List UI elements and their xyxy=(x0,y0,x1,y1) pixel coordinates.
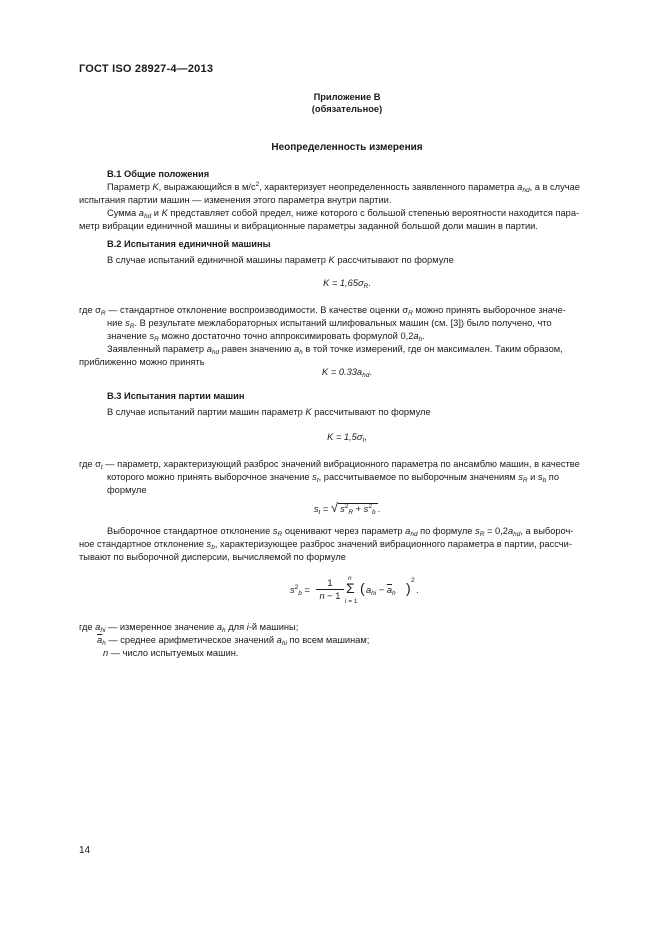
b3-intro: В случае испытаний партии машин параметр K рассчитывают по формуле xyxy=(107,407,431,417)
b3-where-line-2: которого можно принять выборочное значение $s_t$, рассчитываемое по выборочным значениям $s_R$ и $s_b$ по xyxy=(107,472,559,484)
b1-paragraph-1: Параметр K, выражающийся в $м/с^2$, характеризует неопределенность заявленного параметра $a_{hd}$, а в случае xyxy=(107,181,580,194)
page-number: 14 xyxy=(79,845,91,856)
sum-symbol: Σ xyxy=(346,580,355,596)
b2-where-line-1: где $\sigma_R$ — стандартное отклонение воспроизводимости. В качестве оценки $\sigma_R$ можно принять выборочное значе- xyxy=(79,305,566,317)
section-b2 xyxy=(79,238,615,267)
section-b2-title: В.2 Испытания единичной машины xyxy=(107,239,271,249)
sum-upper-limit: n xyxy=(348,575,352,582)
b3-where-line-1: где $\sigma_t$ — параметр, характеризующий разброс значений вибрационного параметра по ансамблю машин, в качестве xyxy=(79,459,580,471)
variance-denominator: n − 1 xyxy=(319,591,341,601)
b3-sample-block xyxy=(79,525,615,564)
annex-heading: Неопределенность измерения xyxy=(271,142,423,153)
section-b1 xyxy=(79,168,615,233)
paren-left: ( xyxy=(360,580,365,596)
b3-where-line-3: формуле xyxy=(107,485,147,495)
b3-sample-line-3: тывают по выборочной дисперсии, вычисляемой по формуле xyxy=(79,552,346,562)
b2-where-line-2: ние $s_R$. В результате межлабораторных испытаний шлифовальных машин (см. [3]) было получено, что xyxy=(107,318,552,330)
b2-where-block xyxy=(79,304,615,369)
square-exponent: 2 xyxy=(411,577,415,584)
section-b1-title: В.1 Общие положения xyxy=(107,169,210,179)
variance-lhs: $s^2_b$ = xyxy=(290,584,310,597)
b2-intro: В случае испытаний единичной машины параметр K рассчитывают по формуле xyxy=(107,255,454,265)
fraction-bar xyxy=(316,589,344,590)
paren-right: ) xyxy=(406,580,411,596)
b3-where-block xyxy=(79,458,615,497)
document-header: ГОСТ ISO 28927-4—2013 xyxy=(79,63,214,75)
variance-numerator: 1 xyxy=(327,578,333,588)
b3-definitions xyxy=(79,621,615,660)
formula-variance xyxy=(290,575,430,615)
b2-where-line-3: значение $s_R$ можно достаточно точно аппроксимировать формулой $0,2a_h$. xyxy=(107,331,425,343)
section-b3-title: В.3 Испытания партии машин xyxy=(107,391,245,401)
annex-status: (обязательное) xyxy=(311,104,383,114)
formula-k-batch: $K = 1,5\sigma_t$, xyxy=(327,432,367,444)
b1-paragraph-1-line-2: испытания партии машин — изменения этого параметра внутри партии. xyxy=(79,195,392,205)
formula-end: . xyxy=(416,585,419,595)
variance-term: $a_{hi} - \overline{a}_h$ xyxy=(366,585,396,597)
b3-sample-line-1: Выборочное стандартное отклонение $s_R$ оценивают через параметр $a_{hd}$ по формуле $s_R = 0,2a_{hd}$, а выбороч- xyxy=(107,526,574,538)
sum-lower-limit: i = 1 xyxy=(345,598,358,605)
formula-st: $s_t$ = √ $s^2_R + s^2_b$ . xyxy=(313,500,381,516)
definition-ahi: где $a_{hi}$ — измеренное значение $a_h$ для i-й машины; xyxy=(79,622,299,634)
formula-k-approx: $K = 0.33a_{hd}$. xyxy=(322,367,372,379)
definition-n: n — число испытуемых машин. xyxy=(103,648,239,658)
b2-declared-line-1: Заявленный параметр $a_{hd}$ равен значению $a_h$ в той точке измерений, где он максимален. Таким образом, xyxy=(107,344,563,356)
annex-title: Приложение В xyxy=(313,92,381,102)
b3-sample-line-2: ное стандартное отклонение $s_b$, характеризующее разброс значений вибрационного параметра в партии, рассчи- xyxy=(79,539,572,551)
b2-declared-line-2: приближенно можно принять xyxy=(79,357,205,367)
b1-paragraph-2: Сумма $a_{hd}$ и K представляет собой предел, ниже которого с большой степенью вероятности находится пара- xyxy=(107,208,580,220)
definition-abar: $\overline{a}_h$ — среднее арифметическое значений $a_{hi}$ по всем машинам; xyxy=(97,635,370,647)
b1-paragraph-2-line-2: метр вибрации единичной машины и вибрационные параметры заданной большой доли машин в партии. xyxy=(79,221,538,231)
section-b3 xyxy=(79,390,615,419)
formula-k-single: $K = 1,65\sigma_R$. xyxy=(323,278,371,290)
